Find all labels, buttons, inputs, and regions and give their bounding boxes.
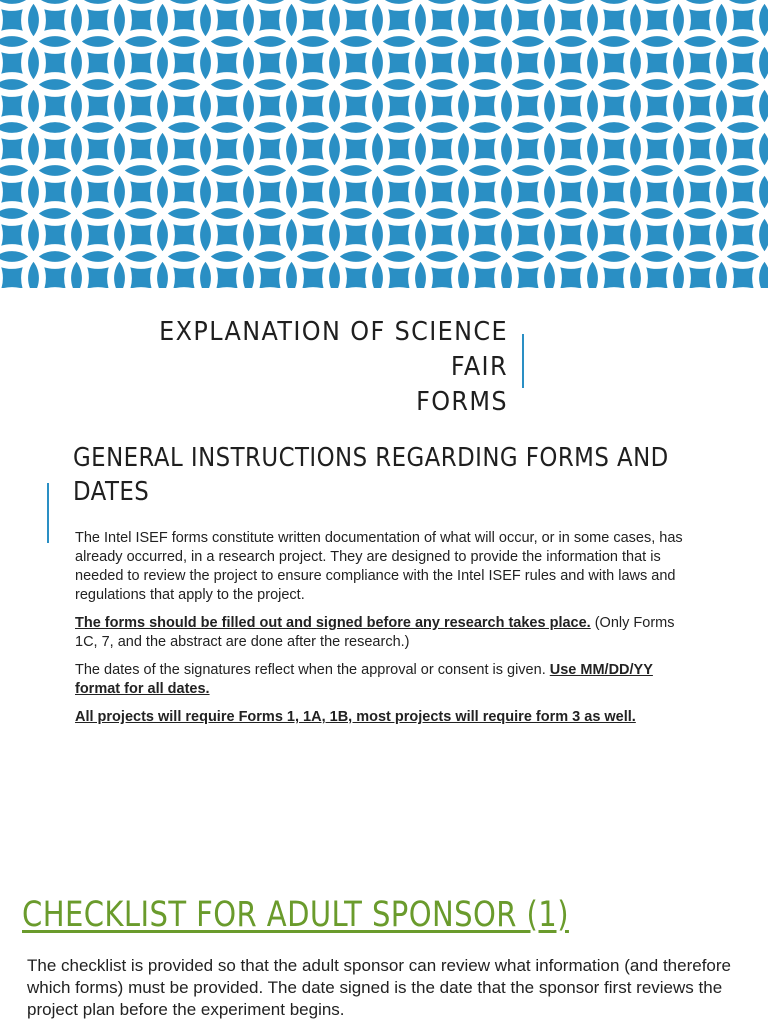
slide-3-title: CHECKLIST FOR ADULT SPONSOR (1) bbox=[22, 895, 569, 935]
slide-2-title bbox=[73, 441, 671, 509]
circle-pattern-graphic bbox=[0, 0, 768, 288]
slide-1-title-line-2: FORMS bbox=[416, 387, 508, 417]
paragraph-signing-before-research bbox=[75, 614, 685, 652]
slide-1-accent-bar bbox=[522, 334, 524, 388]
emphasis-required-forms: All projects will require Forms 1, 1A, 1B, most projects will require form 3 as well. bbox=[75, 709, 636, 725]
slide-2-accent-bar bbox=[47, 483, 49, 543]
signature-dates-text: The dates of the signatures reflect when the approval or consent is given. bbox=[75, 662, 550, 678]
paragraph-forms-documentation: The Intel ISEF forms constitute written documentation of what will occur, or in some cases, has already occurred, in a research project. They are designed to provide the information that is needed to review the project to ensure compliance with the Intel ISEF rules and with laws and regulations that apply to the project. bbox=[75, 530, 683, 603]
emphasis-sign-before-research: The forms should be filled out and signed before any research takes place. bbox=[75, 615, 591, 631]
slide-1-title bbox=[96, 315, 508, 420]
paragraph-required-forms bbox=[75, 708, 685, 727]
emphasis-date-format: Use MM/DD/YY format for all dates. bbox=[75, 662, 653, 697]
paragraph-signature-dates bbox=[75, 661, 685, 699]
slide-1-title-line-1: EXPLANATION OF SCIENCE FAIR bbox=[159, 317, 508, 382]
slide-3-body: The checklist is provided so that the adult sponsor can review what information (and therefore which forms) must be provided. The date signed is the date that the sponsor first reviews the project plan before the experiment begins. bbox=[27, 956, 731, 1019]
forms-after-research-note: (Only Forms 1C, 7, and the abstract are done after the research.) bbox=[75, 615, 675, 650]
decorative-banner bbox=[0, 0, 768, 288]
slide-2-body bbox=[75, 529, 685, 736]
slide-2-title-line-2: DATES bbox=[73, 477, 150, 507]
slide-2-title-line-1: GENERAL INSTRUCTIONS REGARDING FORMS AND bbox=[73, 443, 669, 473]
